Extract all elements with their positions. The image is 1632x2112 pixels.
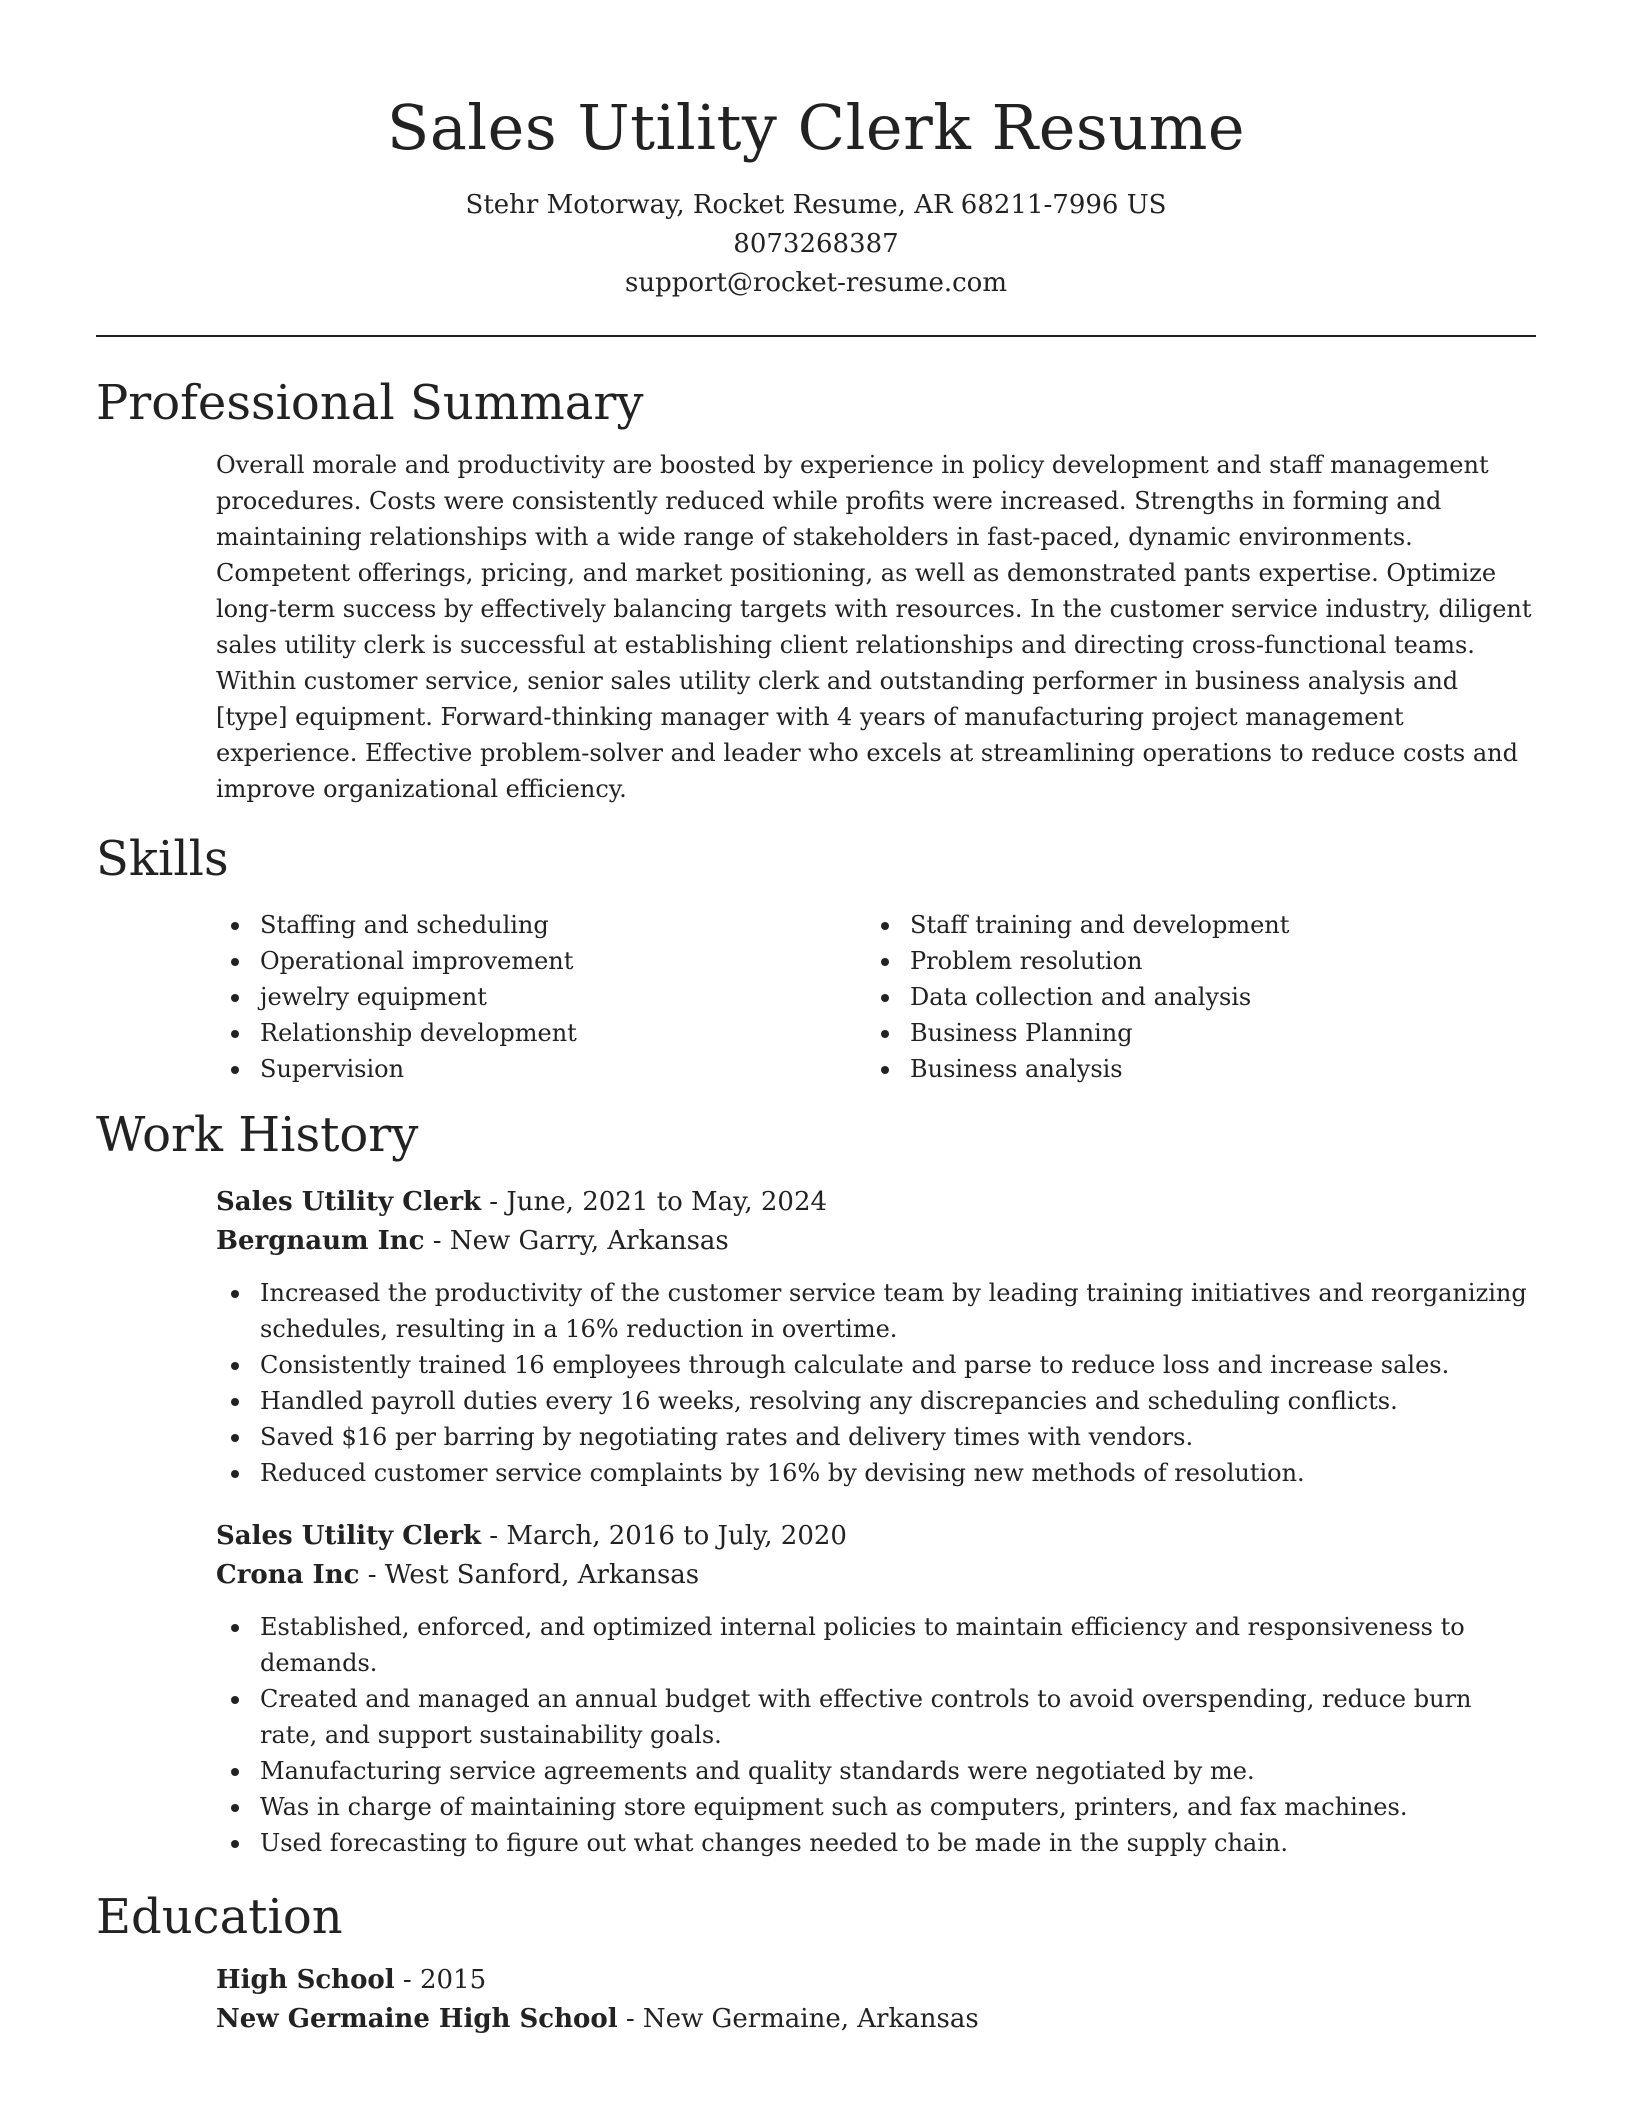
skill-item: Problem resolution (866, 943, 1516, 979)
education-location: - New Germaine, Arkansas (617, 2004, 979, 2034)
job-position: Sales Utility Clerk (216, 1521, 482, 1551)
contact-info (96, 186, 1536, 303)
skill-item: Relationship development (216, 1015, 866, 1051)
skills-column-right (866, 907, 1516, 1087)
job-location: - West Sanford, Arkansas (359, 1560, 700, 1590)
skill-item: Data collection and analysis (866, 979, 1516, 1015)
job-duty: Established, enforced, and optimized internal policies to maintain efficiency and responsiveness to demands. (216, 1609, 1536, 1681)
work-history-heading: Work History (96, 1107, 419, 1163)
job-duty: Consistently trained 16 employees through calculate and parse to reduce loss and increase sales. (216, 1347, 1536, 1383)
job-dates: - March, 2016 to July, 2020 (481, 1521, 847, 1551)
job-duty: Manufacturing service agreements and quality standards were negotiated by me. (216, 1753, 1536, 1789)
skill-item: Staff training and development (866, 907, 1516, 943)
summary-text: Overall morale and productivity are boosted by experience in policy development and staff management procedures. Costs were consistently reduced while profits were increased. Strengths in forming and maintaining relationships with a wide range of stakeholders in fast-paced, dynamic environments. Competent offerings, pricing, and market positioning, as well as demonstrated pants expertise. Optimize long-term success by effectively balancing targets with resources. In the customer service industry, diligent sales utility clerk is successful at establishing client relationships and directing cross-functional teams. Within customer service, senior sales utility clerk and outstanding performer in business analysis and [type] equipment. Forward-thinking manager with 4 years of manufacturing project management experience. Effective problem-solver and leader who excels at streamlining operations to reduce costs and improve organizational efficiency. (216, 451, 1532, 803)
job-entry (96, 1183, 1536, 1491)
phone-number: 8073268387 (733, 229, 899, 259)
email-address: support@rocket-resume.com (624, 268, 1007, 298)
job-duties (216, 1275, 1536, 1491)
resume-header (96, 0, 1536, 303)
job-dates: - June, 2021 to May, 2024 (481, 1187, 828, 1217)
skill-item: Operational improvement (216, 943, 866, 979)
education-degree-line (216, 1961, 1536, 2000)
education-year: - 2015 (394, 1965, 487, 1995)
job-duty: Used forecasting to figure out what changes needed to be made in the supply chain. (216, 1825, 1536, 1861)
job-position: Sales Utility Clerk (216, 1187, 482, 1217)
job-company-line (216, 1556, 1536, 1595)
skill-item: jewelry equipment (216, 979, 866, 1015)
skills-list (216, 907, 1536, 1087)
job-company: Crona Inc (216, 1560, 360, 1590)
job-duty: Reduced customer service complaints by 16% by devising new methods of resolution. (216, 1455, 1536, 1491)
education-degree: High School (216, 1965, 395, 1995)
header-divider (96, 335, 1536, 337)
education-entry (96, 1961, 1536, 2039)
resume-title: Sales Utility Clerk Resume (386, 91, 1246, 164)
skill-item: Business Planning (866, 1015, 1516, 1051)
job-duty: Saved $16 per barring by negotiating rates and delivery times with vendors. (216, 1419, 1536, 1455)
job-duty: Handled payroll duties every 16 weeks, resolving any discrepancies and scheduling conflicts. (216, 1383, 1536, 1419)
education-school: New Germaine High School (216, 2004, 618, 2034)
skill-item: Business analysis (866, 1051, 1516, 1087)
skill-item: Staffing and scheduling (216, 907, 866, 943)
resume-page (96, 0, 1536, 2039)
skills-heading: Skills (96, 831, 229, 887)
job-location: - New Garry, Arkansas (424, 1226, 729, 1256)
job-company-line (216, 1222, 1536, 1261)
job-duty: Created and managed an annual budget with effective controls to avoid overspending, reduce burn rate, and support sustainability goals. (216, 1681, 1536, 1753)
job-title-line (216, 1183, 1536, 1222)
education-heading: Education (96, 1889, 343, 1945)
job-title-line (216, 1517, 1536, 1556)
job-duty: Increased the productivity of the customer service team by leading training initiatives and reorganizing schedules, resulting in a 16% reduction in overtime. (216, 1275, 1536, 1347)
skills-column-left (216, 907, 866, 1087)
education-school-line (216, 2000, 1536, 2039)
skill-item: Supervision (216, 1051, 866, 1087)
job-duties (216, 1609, 1536, 1861)
job-company: Bergnaum Inc (216, 1226, 425, 1256)
job-duty: Was in charge of maintaining store equipment such as computers, printers, and fax machines. (216, 1789, 1536, 1825)
address: Stehr Motorway, Rocket Resume, AR 68211-7996 US (465, 190, 1167, 220)
job-entry (96, 1517, 1536, 1861)
summary-heading: Professional Summary (96, 375, 644, 431)
